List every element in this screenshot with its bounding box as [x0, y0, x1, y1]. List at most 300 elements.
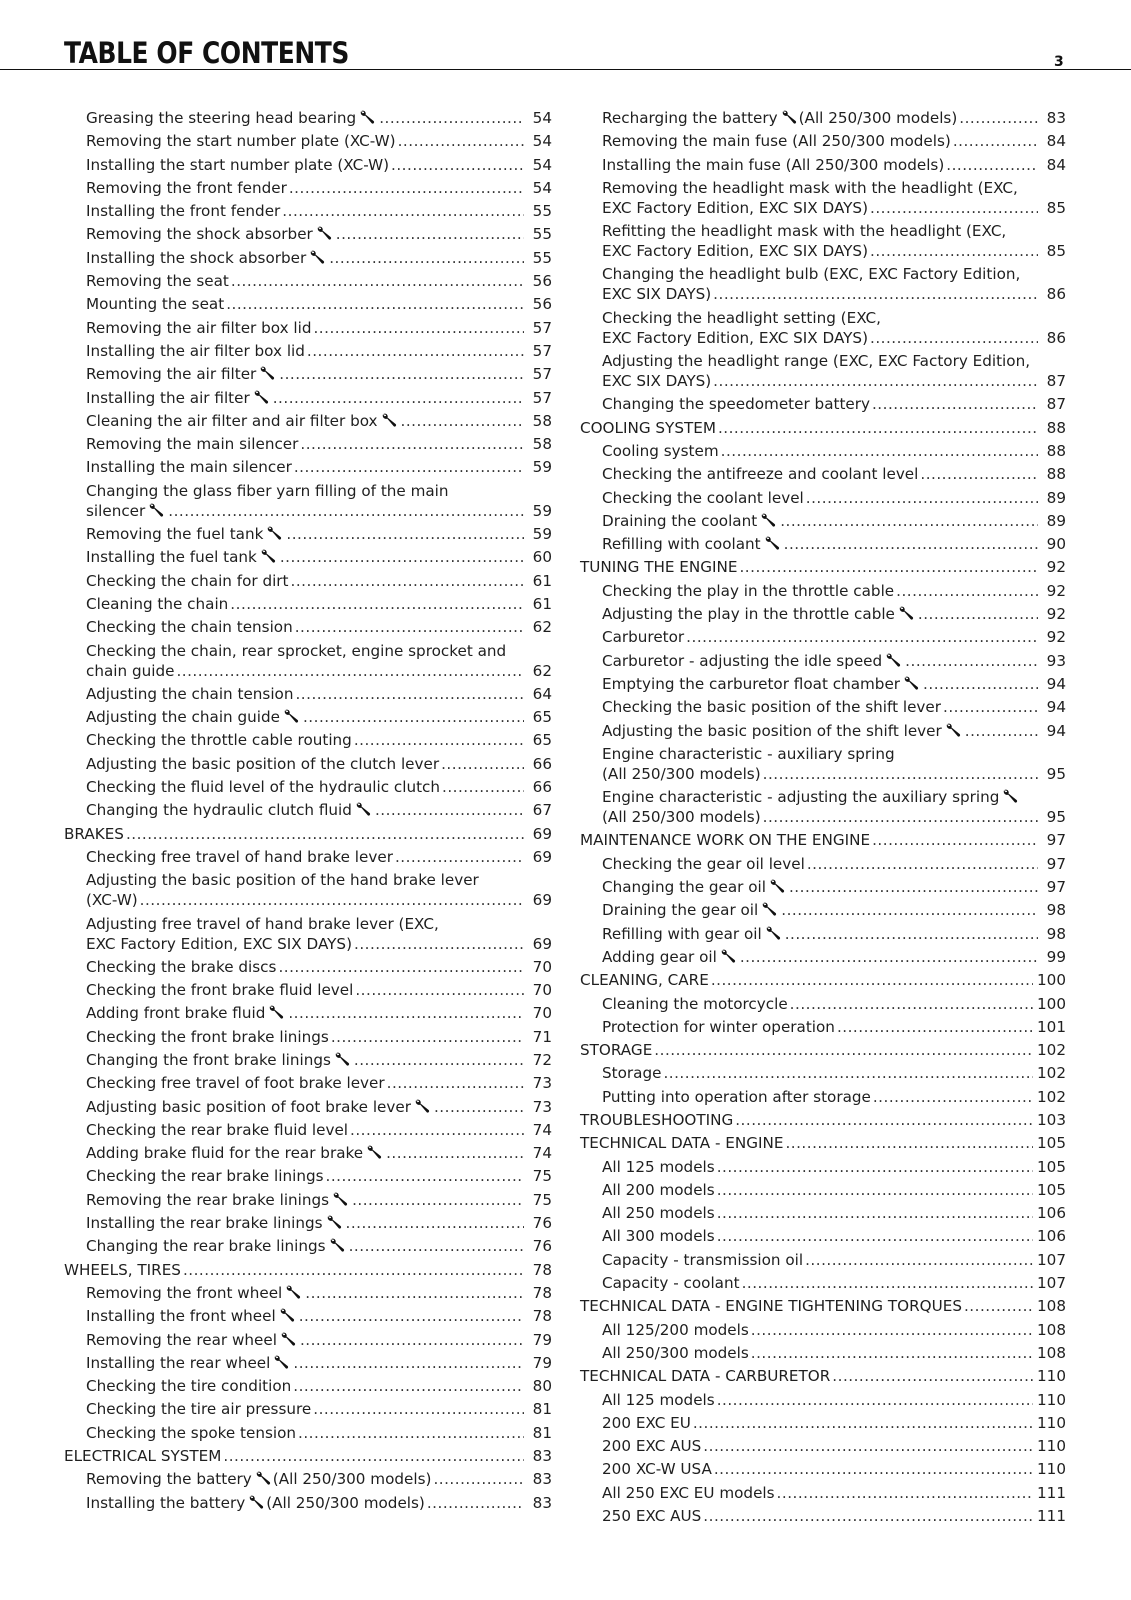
toc-entry[interactable]	[580, 511, 1066, 531]
dot-leader	[714, 1459, 1033, 1479]
toc-entry[interactable]	[64, 1120, 552, 1140]
wrench-icon	[903, 676, 919, 690]
toc-page-number: 64	[532, 684, 552, 703]
dot-leader	[832, 1366, 1033, 1386]
toc-entry[interactable]	[64, 294, 552, 314]
toc-page-number: 106	[1037, 1204, 1066, 1223]
toc-entry-text: (XC-W)	[86, 891, 138, 910]
dot-leader	[806, 488, 1038, 508]
toc-entry-text: Adjusting the basic position of the hand brake lever	[86, 871, 479, 890]
toc-page-number: 54	[532, 178, 552, 197]
toc-entry[interactable]	[580, 744, 1066, 784]
toc-entry-text: Adjusting basic position of foot brake lever	[86, 1097, 411, 1116]
toc-entry[interactable]	[580, 1226, 1066, 1246]
toc-entry-text: All 250/300 models	[602, 1343, 749, 1362]
dot-leader	[280, 547, 524, 567]
dot-leader	[293, 1353, 524, 1373]
toc-entry[interactable]	[580, 674, 1066, 694]
toc-section-heading[interactable]	[580, 1366, 1066, 1386]
toc-entry-suffix: (All 250/300 models)	[798, 109, 958, 127]
toc-page-number: 55	[532, 202, 552, 221]
toc-entry-text: Checking the rear brake linings	[86, 1167, 324, 1186]
toc-page-number: 57	[532, 318, 552, 337]
toc-entry[interactable]	[64, 201, 552, 221]
toc-entry[interactable]	[580, 900, 1066, 920]
toc-entry[interactable]	[580, 394, 1066, 414]
wrench-icon	[781, 110, 797, 124]
toc-right-column	[580, 108, 1066, 1529]
toc-page-number: 102	[1037, 1087, 1066, 1106]
toc-page-number: 108	[1037, 1297, 1066, 1316]
toc-page-number: 69	[532, 934, 552, 953]
toc-entry[interactable]	[580, 1180, 1066, 1200]
toc-entry[interactable]	[64, 178, 552, 198]
toc-entry[interactable]	[64, 1050, 552, 1070]
dot-leader	[279, 364, 524, 384]
toc-entry[interactable]	[580, 308, 1066, 348]
toc-page-number: 102	[1037, 1064, 1066, 1083]
toc-entry-text: Installing the battery	[86, 1493, 246, 1512]
toc-entry[interactable]	[580, 924, 1066, 944]
toc-entry[interactable]	[64, 1190, 552, 1210]
dot-leader	[176, 661, 524, 681]
toc-page-number: 95	[1046, 764, 1066, 783]
toc-entry-text: All 250 models	[602, 1204, 715, 1223]
toc-page-number: 80	[532, 1377, 552, 1396]
toc-entry[interactable]	[64, 1376, 552, 1396]
toc-entry-text: TUNING THE ENGINE	[580, 558, 738, 577]
toc-page-number: 69	[532, 824, 552, 843]
toc-page-number: 83	[1046, 109, 1066, 127]
toc-page-number: 66	[532, 778, 552, 797]
toc-page-number: 108	[1037, 1320, 1066, 1339]
dot-leader	[354, 934, 524, 954]
toc-entry[interactable]	[580, 1157, 1066, 1177]
toc-entry[interactable]	[580, 155, 1066, 175]
toc-section-heading[interactable]	[64, 824, 552, 844]
page-header	[0, 0, 1131, 72]
wrench-icon	[283, 709, 299, 723]
wrench-icon	[355, 802, 371, 816]
toc-entry[interactable]	[64, 547, 552, 567]
toc-page-number: 93	[1046, 651, 1066, 670]
toc-section-heading[interactable]	[580, 557, 1066, 577]
toc-entry-text: TECHNICAL DATA - ENGINE TIGHTENING TORQUES	[580, 1297, 962, 1316]
toc-entry[interactable]	[64, 707, 552, 727]
dot-leader	[654, 1040, 1033, 1060]
wrench-icon	[326, 1215, 342, 1229]
toc-entry-text: Checking the chain tension	[86, 618, 293, 637]
toc-entry[interactable]	[580, 1413, 1066, 1433]
wrench-icon	[259, 366, 275, 380]
dot-leader	[785, 1133, 1033, 1153]
toc-entry-text: Checking the coolant level	[602, 488, 804, 507]
toc-entry[interactable]	[580, 697, 1066, 717]
toc-entry[interactable]	[580, 488, 1066, 508]
toc-entry-text: Adjusting the headlight range (EXC, EXC Factory Edition,	[602, 352, 1031, 371]
toc-entry-text: EXC Factory Edition, EXC SIX DAYS)	[602, 242, 868, 261]
wrench-icon	[1002, 789, 1018, 803]
dot-leader	[295, 684, 524, 704]
toc-entry[interactable]	[580, 627, 1066, 647]
toc-entry[interactable]	[580, 947, 1066, 967]
toc-entry-text: Removing the fuel tank	[86, 525, 264, 544]
dot-leader	[395, 847, 524, 867]
toc-entry[interactable]	[64, 617, 552, 637]
toc-page-number: 100	[1037, 994, 1066, 1013]
toc-entry[interactable]	[64, 594, 552, 614]
toc-section-heading[interactable]	[580, 1133, 1066, 1153]
toc-page-number: 59	[532, 501, 552, 520]
toc-entry-text: Capacity - coolant	[602, 1274, 740, 1293]
toc-entry[interactable]	[64, 1097, 552, 1117]
dot-leader	[326, 1166, 525, 1186]
toc-entry[interactable]	[64, 571, 552, 591]
toc-entry[interactable]	[64, 1213, 552, 1233]
dot-leader	[391, 155, 524, 175]
toc-entry[interactable]	[64, 155, 552, 175]
toc-entry-text: Removing the main fuse (All 250/300 models)	[602, 132, 951, 151]
toc-page-number: 61	[532, 571, 552, 590]
toc-entry[interactable]	[64, 524, 552, 544]
toc-entry-text: Changing the hydraulic clutch fluid	[86, 801, 352, 820]
toc-entry[interactable]	[64, 1469, 552, 1489]
toc-entry[interactable]	[64, 1283, 552, 1303]
toc-entry[interactable]	[580, 1343, 1066, 1363]
dot-leader	[946, 155, 1038, 175]
toc-entry[interactable]	[64, 364, 552, 384]
toc-entry[interactable]	[64, 1493, 552, 1513]
dot-leader	[307, 341, 524, 361]
toc-entry[interactable]	[64, 914, 552, 954]
toc-page-number: 92	[1046, 605, 1066, 624]
dot-leader	[923, 674, 1038, 694]
dot-leader	[717, 1180, 1033, 1200]
toc-entry-text: Draining the gear oil	[602, 901, 759, 920]
toc-entry[interactable]	[580, 178, 1066, 218]
dot-leader	[223, 1446, 524, 1466]
toc-entry[interactable]	[580, 1390, 1066, 1410]
toc-entry-text: 200 XC-W USA	[602, 1460, 712, 1479]
dot-leader	[870, 241, 1038, 261]
toc-page-number: 111	[1037, 1507, 1066, 1526]
toc-entry-text: WHEELS, TIRES	[64, 1260, 181, 1279]
toc-entry-text: All 300 models	[602, 1227, 715, 1246]
wrench-icon	[764, 536, 780, 550]
toc-entry-text: Checking the chain, rear sprocket, engine sprocket and	[86, 641, 507, 660]
toc-entry[interactable]	[580, 1203, 1066, 1223]
toc-entry[interactable]	[64, 341, 552, 361]
dot-leader	[703, 1506, 1033, 1526]
toc-section-heading[interactable]	[580, 1296, 1066, 1316]
toc-entry[interactable]	[64, 684, 552, 704]
dot-leader	[379, 108, 524, 128]
toc-entry[interactable]	[580, 464, 1066, 484]
toc-entry-text: Adjusting free travel of hand brake lever (EXC,	[86, 914, 439, 933]
toc-entry[interactable]	[64, 1166, 552, 1186]
toc-entry-text: Checking the front brake linings	[86, 1027, 329, 1046]
toc-entry-text: Removing the main silencer	[86, 435, 299, 454]
toc-entry[interactable]	[580, 1436, 1066, 1456]
toc-entry[interactable]	[580, 877, 1066, 897]
toc-entry-text: Installing the shock absorber	[86, 248, 307, 267]
toc-entry-text: Checking the play in the throttle cable	[602, 581, 895, 600]
toc-entry[interactable]	[64, 641, 552, 681]
dot-leader	[226, 294, 524, 314]
toc-entry[interactable]	[64, 1353, 552, 1373]
toc-entry-text: Cooling system	[602, 441, 719, 460]
toc-page-number: 70	[532, 981, 552, 1000]
dot-leader	[872, 394, 1038, 414]
toc-entry[interactable]	[580, 131, 1066, 151]
toc-entry-text: Adjusting the basic position of the shift lever	[602, 721, 942, 740]
toc-entry-text: Removing the rear brake linings	[86, 1190, 330, 1209]
dot-leader	[739, 557, 1038, 577]
toc-entry-suffix: (All 250/300 models)	[266, 1493, 425, 1512]
toc-entry[interactable]	[64, 1306, 552, 1326]
toc-page-number: 110	[1037, 1413, 1066, 1432]
toc-entry-text: Removing the start number plate (XC-W)	[86, 132, 396, 151]
toc-entry[interactable]	[64, 224, 552, 244]
toc-entry[interactable]	[64, 1399, 552, 1419]
wrench-icon	[720, 949, 736, 963]
toc-page-number: 54	[532, 155, 552, 174]
toc-entry-text: 200 EXC EU	[602, 1413, 691, 1432]
toc-entry[interactable]	[580, 351, 1066, 391]
toc-entry[interactable]	[580, 604, 1066, 624]
toc-entry-text: Checking the antifreeze and coolant level	[602, 465, 919, 484]
wrench-icon	[280, 1332, 296, 1346]
toc-page-number: 76	[532, 1214, 552, 1233]
toc-entry-text: Removing the air filter box lid	[86, 318, 312, 337]
toc-page-number: 72	[532, 1050, 552, 1069]
toc-page-number: 100	[1037, 971, 1066, 990]
wrench-icon	[255, 1471, 271, 1485]
toc-section-heading[interactable]	[64, 1260, 552, 1280]
toc-entry-text: 250 EXC AUS	[602, 1507, 702, 1526]
wrench-icon	[266, 526, 282, 540]
toc-entry[interactable]	[580, 1320, 1066, 1340]
toc-entry-text: TECHNICAL DATA - CARBURETOR	[580, 1367, 831, 1386]
toc-entry[interactable]	[64, 980, 552, 1000]
toc-page-number: 105	[1037, 1180, 1066, 1199]
toc-entry-text: Cleaning the motorcycle	[602, 994, 788, 1013]
dot-leader	[784, 534, 1038, 554]
toc-entry[interactable]	[64, 870, 552, 910]
dot-leader	[873, 1087, 1033, 1107]
dot-leader	[953, 131, 1038, 151]
toc-entry[interactable]	[64, 800, 552, 820]
toc-page-number: 74	[532, 1144, 552, 1163]
toc-page-number: 76	[532, 1237, 552, 1256]
wrench-icon	[329, 1238, 345, 1252]
dot-leader	[329, 248, 524, 268]
toc-section-heading[interactable]	[64, 1446, 552, 1466]
toc-entry-text: Checking the tire air pressure	[86, 1400, 312, 1419]
toc-entry-text: Removing the battery	[86, 1470, 252, 1489]
toc-entry[interactable]	[64, 777, 552, 797]
toc-entry[interactable]	[580, 994, 1066, 1014]
dot-leader	[354, 1050, 524, 1070]
dot-leader	[905, 651, 1038, 671]
toc-entry[interactable]	[580, 108, 1066, 128]
toc-page-number: 102	[1037, 1041, 1066, 1060]
toc-entry-text: EXC Factory Edition, EXC SIX DAYS)	[86, 934, 352, 953]
toc-entry-text: Adding gear oil	[602, 947, 717, 966]
dot-leader	[918, 604, 1038, 624]
toc-entry[interactable]	[64, 1027, 552, 1047]
toc-entry-suffix: (All 250/300 models)	[272, 1470, 432, 1489]
toc-page-number: 56	[532, 295, 552, 314]
toc-entry[interactable]	[580, 1063, 1066, 1083]
toc-entry[interactable]	[64, 1073, 552, 1093]
toc-entry[interactable]	[580, 1483, 1066, 1503]
dot-leader	[959, 108, 1038, 128]
dot-leader	[288, 1003, 524, 1023]
toc-entry[interactable]	[580, 221, 1066, 261]
toc-entry[interactable]	[64, 1423, 552, 1443]
toc-page-number: 58	[532, 435, 552, 454]
toc-entry[interactable]	[580, 1506, 1066, 1526]
toc-entry[interactable]	[580, 1250, 1066, 1270]
dot-leader	[686, 627, 1038, 647]
dot-leader	[401, 411, 524, 431]
toc-entry[interactable]	[64, 957, 552, 977]
toc-page-number: 94	[1046, 721, 1066, 740]
toc-page-number: 54	[532, 132, 552, 151]
toc-page-number: 73	[532, 1097, 552, 1116]
toc-entry[interactable]	[64, 434, 552, 454]
toc-entry[interactable]	[64, 847, 552, 867]
toc-entry[interactable]	[580, 721, 1066, 741]
toc-entry[interactable]	[580, 787, 1066, 827]
dot-leader	[718, 418, 1038, 438]
toc-page-number: 86	[1046, 328, 1066, 347]
toc-entry[interactable]	[64, 1003, 552, 1023]
dot-leader	[427, 1493, 524, 1513]
toc-page-number: 55	[532, 225, 552, 244]
toc-page-number: 84	[1046, 155, 1066, 174]
toc-page-number: 78	[532, 1307, 552, 1326]
toc-entry[interactable]	[64, 271, 552, 291]
toc-entry[interactable]	[64, 388, 552, 408]
toc-entry-text: Installing the front wheel	[86, 1307, 276, 1326]
dot-leader	[763, 807, 1038, 827]
toc-entry[interactable]	[580, 1087, 1066, 1107]
toc-entry-text: Changing the speedometer battery	[602, 395, 870, 414]
wrench-icon	[760, 513, 776, 527]
toc-page-number: 71	[532, 1027, 552, 1046]
toc-entry[interactable]	[64, 131, 552, 151]
toc-page-number: 94	[1046, 698, 1066, 717]
toc-page-number: 85	[1046, 242, 1066, 261]
toc-entry[interactable]	[64, 481, 552, 521]
dot-leader	[965, 721, 1038, 741]
toc-section-heading[interactable]	[580, 1110, 1066, 1130]
toc-entry[interactable]	[580, 441, 1066, 461]
toc-page-number: 89	[1046, 511, 1066, 530]
toc-page-number: 60	[532, 548, 552, 567]
dot-leader	[442, 777, 524, 797]
dot-leader	[300, 434, 524, 454]
toc-entry-text: Removing the front fender	[86, 178, 287, 197]
toc-page-number: 99	[1046, 947, 1066, 966]
dot-leader	[294, 457, 524, 477]
dot-leader	[872, 830, 1038, 850]
dot-leader	[896, 581, 1038, 601]
toc-page-number: 62	[532, 618, 552, 637]
toc-entry[interactable]	[64, 248, 552, 268]
toc-entry[interactable]	[580, 651, 1066, 671]
toc-page-number: 83	[532, 1470, 552, 1489]
toc-entry-text: ELECTRICAL SYSTEM	[64, 1447, 222, 1466]
toc-entry-text: Refilling with coolant	[602, 535, 761, 554]
toc-entry[interactable]	[64, 1236, 552, 1256]
toc-entry-text: 200 EXC AUS	[602, 1437, 702, 1456]
toc-section-heading[interactable]	[580, 970, 1066, 990]
toc-entry-text: MAINTENANCE WORK ON THE ENGINE	[580, 831, 871, 850]
toc-entry-text: Changing the gear oil	[602, 878, 766, 897]
toc-page-number: 90	[1046, 535, 1066, 554]
toc-page-number: 78	[532, 1283, 552, 1302]
toc-section-heading[interactable]	[580, 1040, 1066, 1060]
header-rule	[0, 69, 1131, 70]
toc-section-heading[interactable]	[580, 830, 1066, 850]
toc-page-number: 92	[1046, 558, 1066, 577]
toc-entry-text: Checking the throttle cable routing	[86, 731, 352, 750]
dot-leader	[943, 697, 1038, 717]
toc-entry[interactable]	[580, 854, 1066, 874]
toc-entry[interactable]	[580, 581, 1066, 601]
wrench-icon	[414, 1099, 430, 1113]
toc-entry-text: Adding brake fluid for the rear brake	[86, 1144, 364, 1163]
toc-entry[interactable]	[64, 318, 552, 338]
toc-entry-text: Checking the rear brake fluid level	[86, 1120, 349, 1139]
wrench-icon	[316, 226, 332, 240]
dot-leader	[964, 1296, 1033, 1316]
toc-page-number: 97	[1046, 854, 1066, 873]
dot-leader	[331, 1027, 524, 1047]
toc-entry[interactable]	[580, 1017, 1066, 1037]
toc-entry-text: Installing the air filter box lid	[86, 341, 305, 360]
toc-entry[interactable]	[580, 1459, 1066, 1479]
toc-entry-text: Changing the front brake linings	[86, 1050, 331, 1069]
toc-entry-text: Cleaning the chain	[86, 594, 229, 613]
toc-page-number: 87	[1046, 372, 1066, 391]
toc-page-number: 98	[1046, 901, 1066, 920]
toc-entry[interactable]	[64, 730, 552, 750]
toc-entry-text: Installing the fuel tank	[86, 548, 257, 567]
toc-page-number: 84	[1046, 132, 1066, 151]
toc-entry-text: Checking the chain for dirt	[86, 571, 289, 590]
toc-entry[interactable]	[580, 264, 1066, 304]
toc-page-number: 75	[532, 1190, 552, 1209]
dot-leader	[693, 1413, 1033, 1433]
dot-leader	[398, 131, 524, 151]
dot-leader	[805, 1250, 1033, 1270]
toc-section-heading[interactable]	[580, 418, 1066, 438]
toc-entry[interactable]	[64, 754, 552, 774]
toc-entry[interactable]	[580, 1273, 1066, 1293]
toc-page-number: 105	[1037, 1134, 1066, 1153]
toc-entry[interactable]	[580, 534, 1066, 554]
toc-entry[interactable]	[64, 1330, 552, 1350]
dot-leader	[289, 178, 524, 198]
toc-entry[interactable]	[64, 457, 552, 477]
toc-entry[interactable]	[64, 411, 552, 431]
toc-entry[interactable]	[64, 108, 552, 128]
toc-entry[interactable]	[64, 1143, 552, 1163]
